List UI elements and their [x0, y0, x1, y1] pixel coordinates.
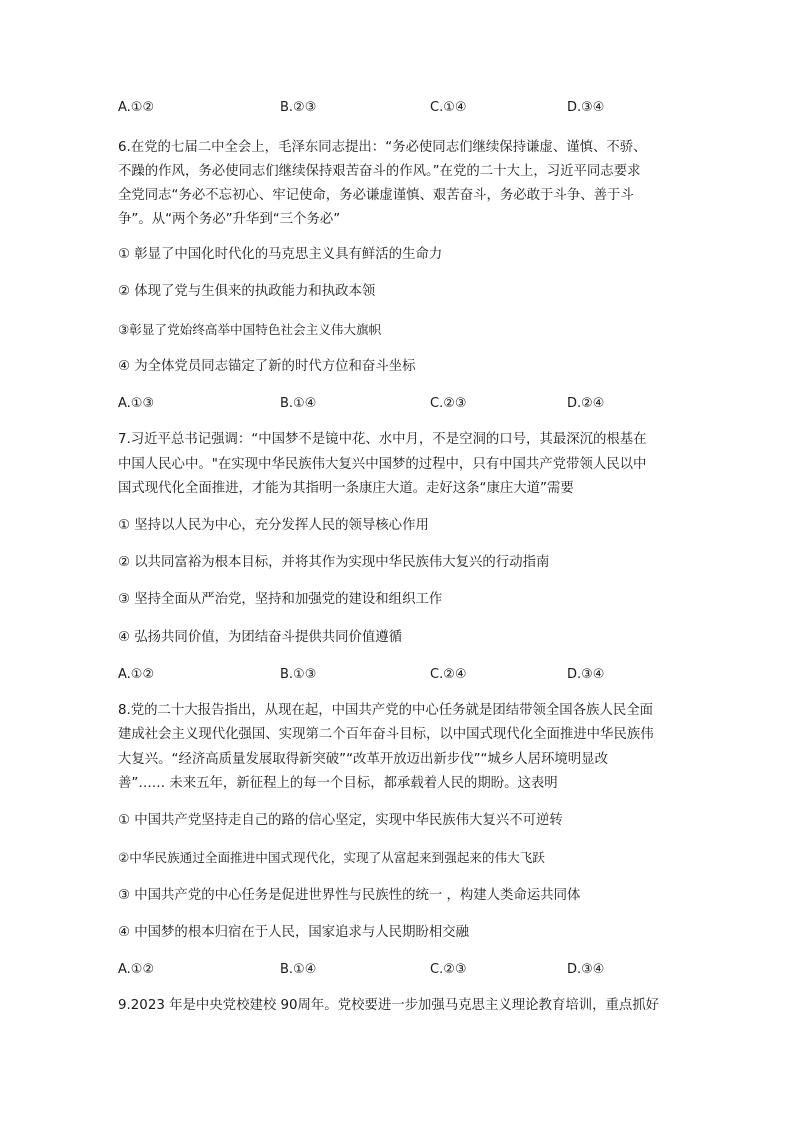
q6-statement-1: ① 彰显了中国化时代化的马克思主义具有鲜活的生命力	[118, 247, 443, 262]
q7-option-c: C.②④	[430, 667, 467, 682]
q7-options	[0, 665, 794, 685]
q5-option-b: B.②③	[280, 100, 317, 115]
q7-option-a: A.①②	[118, 667, 155, 682]
q7-option-d: D.③④	[567, 667, 605, 682]
q6-option-b: B.①④	[280, 396, 317, 411]
q6-statement-3: ③彰显了党始终高举中国特色社会主义伟大旗帜	[118, 322, 382, 337]
q5-option-c: C.①④	[430, 100, 467, 115]
q7-statement-3: ③ 坚持全面从严治党，坚持和加强党的建设和组织工作	[118, 592, 443, 607]
q9-stem-line-1: 9.2023 年是中央党校建校 90周年。党校要进一步加强马克思主义理论教育培训，重点抓好	[118, 998, 660, 1013]
q6-options	[0, 394, 794, 414]
q6-option-c: C.②③	[430, 396, 467, 411]
q8-statement-1: ① 中国共产党坚持走自己的路的信心坚定，实现中华民族伟大复兴不可逆转	[118, 813, 563, 828]
q7-stem-line-2: 中国人民心中。"在实现中华民族伟大复兴中国梦的过程中，只有中国共产党带领人民以中	[118, 457, 647, 472]
q8-option-b: B.①④	[280, 962, 317, 977]
q8-statement-3: ③ 中国共产党的中心任务是促进世界性与民族性的统一 ，构建人类命运共同体	[118, 888, 581, 903]
q6-statement-2: ② 体现了党与生俱来的执政能力和执政本领	[118, 284, 376, 299]
q6-stem-line-3: 全党同志“务必不忘初心、牢记使命，务必谦虚谨慎、艰苦奋斗，务必敢于斗争、善于斗	[118, 188, 634, 203]
q8-stem-line-2: 建成社会主义现代化强国、实现第二个百年奋斗目标，以中国式现代化全面推进中华民族伟	[118, 727, 654, 742]
q5-option-d: D.③④	[567, 100, 605, 115]
q7-stem-line-3: 国式现代化全面推进，才能为其指明一条康庄大道。走好这条“康庄大道”需要	[118, 481, 574, 496]
q6-stem-line-1: 6.在党的七届二中全会上，毛泽东同志提出：“务必使同志们继续保持谦虚、谨慎、不骄、	[118, 140, 647, 155]
q8-statement-4: ④ 中国梦的根本归宿在于人民，国家追求与人民期盼相交融	[118, 925, 470, 940]
q8-options	[0, 960, 794, 980]
q8-option-d: D.③④	[567, 962, 605, 977]
q8-statement-2: ②中华民族通过全面推进中国式现代化，实现了从富起来到强起来的伟大飞跃	[118, 850, 545, 865]
q6-statement-4: ④ 为全体党员同志锚定了新的时代方位和奋斗坐标	[118, 359, 416, 374]
q7-statement-2: ② 以共同富裕为根本目标，并将其作为实现中华民族伟大复兴的行动指南	[118, 555, 550, 570]
q6-option-d: D.②④	[567, 396, 605, 411]
q8-option-c: C.②③	[430, 962, 467, 977]
q8-stem-line-3: 大复兴。“经济高质量发展取得新突破”“改革开放迈出新步伐”“城乡人居环境明显改	[118, 752, 608, 767]
q7-statement-4: ④ 弘扬共同价值，为团结奋斗提供共同价值遵循	[118, 630, 403, 645]
q6-stem-line-4: 争”。从“两个务必”升华到“三个务必”	[118, 212, 341, 227]
q8-stem-line-1: 8.党的二十大报告指出，从现在起，中国共产党的中心任务就是团结带领全国各族人民全面	[118, 703, 654, 718]
q6-option-a: A.①③	[118, 396, 155, 411]
q6-stem-line-2: 不躁的作风，务必使同志们继续保持艰苦奋斗的作风。”在党的二十大上，习近平同志要求	[118, 164, 641, 179]
q7-statement-1: ① 坚持以人民为中心，充分发挥人民的领导核心作用	[118, 518, 429, 533]
q5-options	[0, 98, 794, 118]
q7-option-b: B.①③	[280, 667, 317, 682]
q8-stem-line-4: 善”…… 未来五年，新征程上的每一个目标，都承载着人民的期盼。这表明	[118, 776, 558, 791]
q7-stem-line-1: 7.习近平总书记强调：“中国梦不是镜中花、水中月，不是空洞的口号，其最深沉的根基在	[118, 432, 647, 447]
q5-option-a: A.①②	[118, 100, 155, 115]
q8-option-a: A.①②	[118, 962, 155, 977]
